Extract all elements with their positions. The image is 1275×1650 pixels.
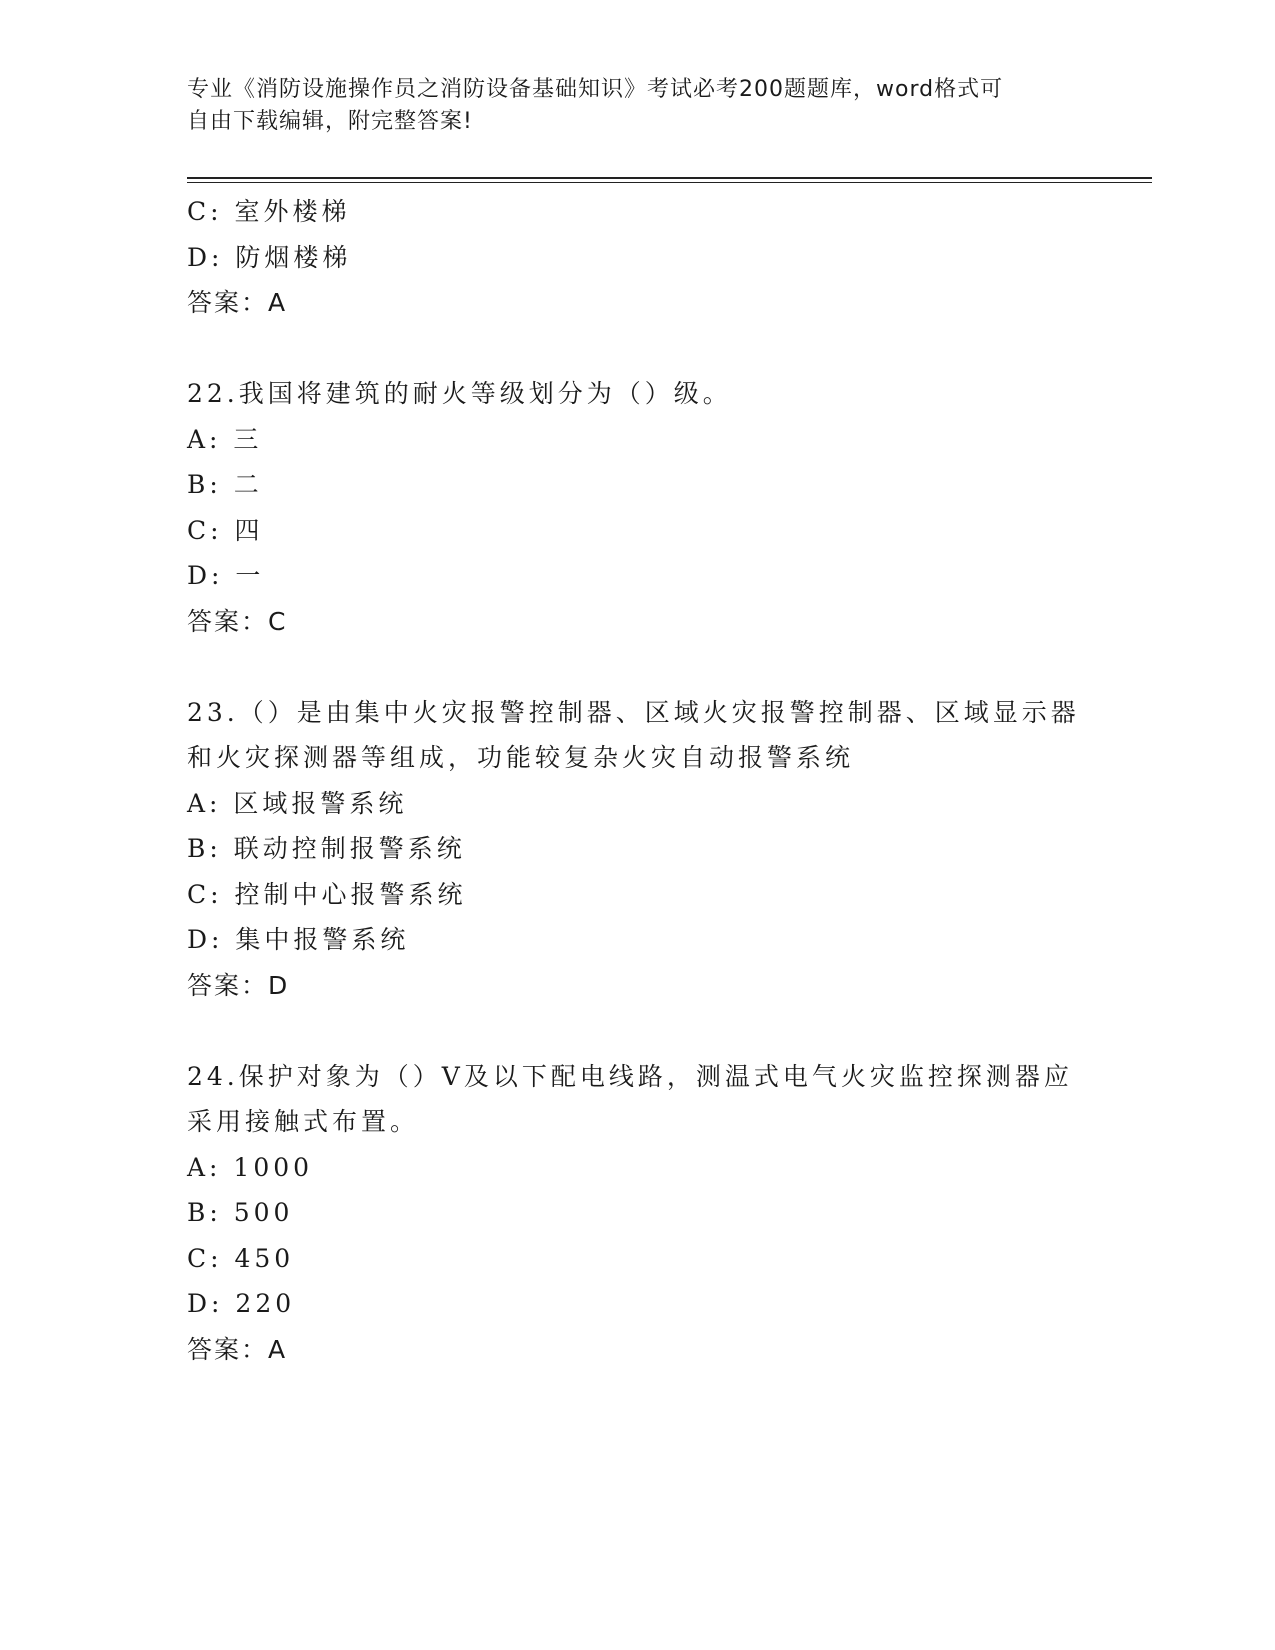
question-stem-line-1: 24.保护对象为（）V及以下配电线路，测温式电气火灾监控探测器应 (187, 1061, 1073, 1091)
answer-line: 答案：A (187, 1334, 288, 1364)
option-d: D: 防烟楼梯 (187, 242, 352, 272)
option-a: A: 1000 (187, 1152, 314, 1182)
header-line-1: 专业《消防设施操作员之消防设备基础知识》考试必考200题题库，word格式可 (187, 77, 1004, 102)
option-d: D: 集中报警系统 (187, 925, 410, 954)
option-c: C: 室外楼梯 (187, 197, 351, 226)
option-b: B: 联动控制报警系统 (187, 834, 466, 863)
question-stem-line-2: 和火灾探测器等组成，功能较复杂火灾自动报警系统 (187, 743, 855, 772)
answer-line: 答案：C (187, 606, 288, 636)
option-a: A: 三 (187, 424, 263, 454)
option-c: C: 四 (187, 515, 264, 545)
question-stem-line-2: 采用接触式布置。 (187, 1107, 420, 1136)
option-d: D: 220 (187, 1289, 296, 1318)
question-21-continued (187, 189, 1087, 326)
document-header (187, 74, 1067, 138)
question-list (187, 189, 1087, 1372)
header-divider-thin (187, 182, 1152, 183)
option-d: D: 一 (187, 561, 265, 590)
option-b: B: 500 (187, 1198, 294, 1227)
option-c: C: 450 (187, 1243, 295, 1273)
option-b: B: 二 (187, 470, 263, 499)
question-22 (187, 371, 1087, 644)
header-divider-thick (187, 177, 1152, 179)
question-23 (187, 690, 1087, 1009)
question-stem: 22.我国将建筑的耐火等级划分为（）级。 (187, 379, 732, 408)
question-24 (187, 1054, 1087, 1373)
question-stem-line-1: 23.（）是由集中火灾报警控制器、区域火灾报警控制器、区域显示器 (187, 697, 1080, 727)
answer-line: 答案：D (187, 970, 290, 1000)
option-c: C: 控制中心报警系统 (187, 879, 467, 909)
answer-line: 答案：A (187, 288, 288, 317)
header-line-2: 自由下载编辑，附完整答案! (187, 109, 473, 134)
option-a: A: 区域报警系统 (187, 788, 408, 818)
